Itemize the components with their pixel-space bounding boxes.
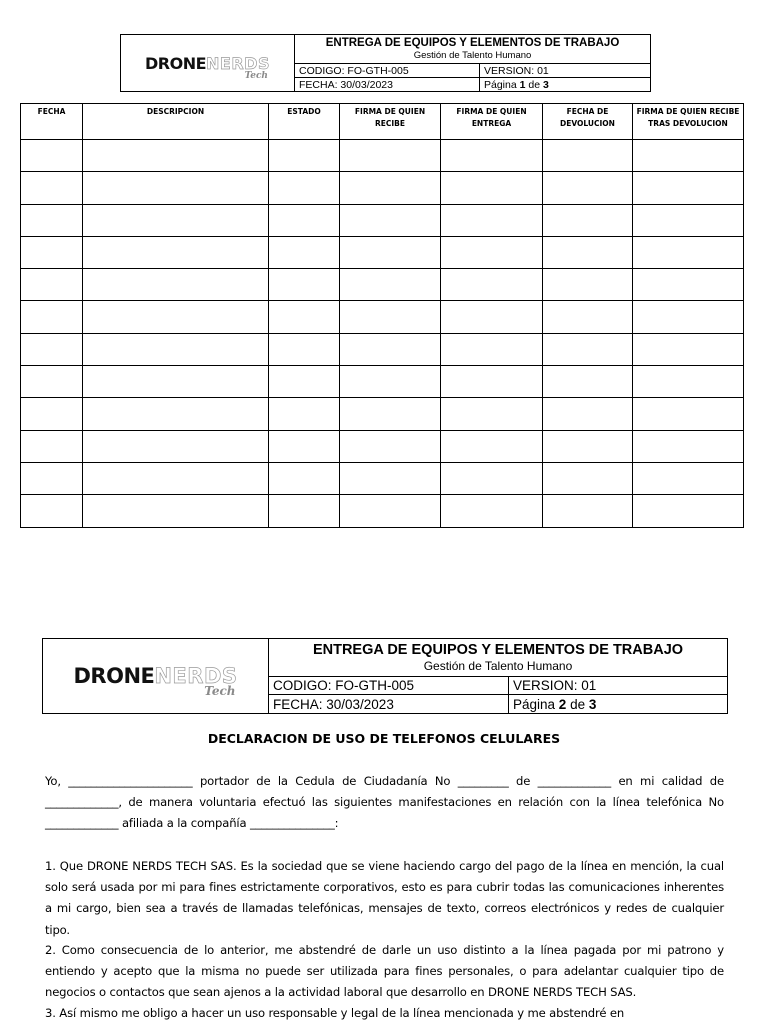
table-cell[interactable] (269, 236, 340, 268)
column-header-fecha: FECHA (21, 104, 83, 140)
table-cell[interactable] (441, 204, 543, 236)
table-cell[interactable] (21, 172, 83, 204)
company-logo-cell (121, 35, 295, 92)
table-cell[interactable] (269, 140, 340, 172)
document-version: VERSION: 01 (480, 64, 651, 78)
page-indicator: Página 1 de 3 (480, 78, 651, 92)
table-cell[interactable] (21, 430, 83, 462)
table-cell[interactable] (543, 366, 633, 398)
declaration-title: DECLARACION DE USO DE TELEFONOS CELULARES (207, 731, 561, 746)
table-cell[interactable] (21, 269, 83, 301)
table-body (21, 140, 744, 528)
company-logo-cell (43, 639, 269, 714)
column-header-estado: ESTADO (269, 104, 340, 140)
document-code: CODIGO: FO-GTH-005 (269, 677, 509, 695)
table-row (21, 366, 744, 398)
table-cell[interactable] (269, 398, 340, 430)
table-cell[interactable] (269, 333, 340, 365)
table-cell[interactable] (83, 301, 269, 333)
table-cell[interactable] (633, 430, 744, 462)
column-header-fecha-devolucion: FECHA DE DEVOLUCION (543, 104, 633, 140)
page-indicator: Página 2 de 3 (509, 695, 728, 714)
table-cell[interactable] (543, 204, 633, 236)
document-version: VERSION: 01 (509, 677, 728, 695)
table-cell[interactable] (340, 269, 441, 301)
table-cell[interactable] (441, 398, 543, 430)
table-cell[interactable] (340, 430, 441, 462)
table-cell[interactable] (83, 269, 269, 301)
table-cell[interactable] (340, 398, 441, 430)
table-cell[interactable] (21, 462, 83, 494)
table-cell[interactable] (340, 495, 441, 527)
table-row (21, 301, 744, 333)
table-cell[interactable] (441, 172, 543, 204)
table-row (21, 462, 744, 494)
table-cell[interactable] (633, 236, 744, 268)
table-cell[interactable] (340, 204, 441, 236)
table-cell[interactable] (21, 301, 83, 333)
declaration-item-1: 1. Que DRONE NERDS TECH SAS. Es la sociedad que se viene haciendo cargo del pago de la línea en mención, la cual solo será usada por mi para fines estrictamente corporativos, esto es para cubrir todas las comunicaciones inherentes a mi cargo, bien sea a través de llamadas telefónicas, mensajes de texto, correos electrónicos y redes de cualquier tipo. (45, 859, 724, 937)
table-cell[interactable] (83, 333, 269, 365)
table-cell[interactable] (83, 495, 269, 527)
table-cell[interactable] (21, 495, 83, 527)
table-cell[interactable] (543, 269, 633, 301)
table-cell[interactable] (340, 172, 441, 204)
equipment-delivery-table (20, 103, 744, 528)
table-cell[interactable] (21, 366, 83, 398)
table-cell[interactable] (269, 301, 340, 333)
table-cell[interactable] (543, 462, 633, 494)
drone-nerds-logo: DRONE NERDS Tech (145, 53, 270, 81)
document-title: ENTREGA DE EQUIPOS Y ELEMENTOS DE TRABAJO Gestión de Talento Humano (295, 35, 651, 64)
table-cell[interactable] (340, 140, 441, 172)
table-header-row (21, 104, 744, 140)
document-date: FECHA: 30/03/2023 (269, 695, 509, 714)
table-cell[interactable] (83, 140, 269, 172)
table-cell[interactable] (340, 462, 441, 494)
table-cell[interactable] (340, 333, 441, 365)
table-cell[interactable] (633, 172, 744, 204)
table-cell[interactable] (269, 366, 340, 398)
table-cell[interactable] (441, 301, 543, 333)
document-subtitle: Gestión de Talento Humano (423, 659, 573, 674)
table-cell[interactable] (269, 269, 340, 301)
table-cell[interactable] (633, 204, 744, 236)
declaration-item-2: 2. Como consecuencia de lo anterior, me abstendré de darle un uso distinto a la línea pagada por mi patrono y entiendo y acepto que la misma no puede ser utilizada para fines personales, o para adelantar cualquier tipo de negocios o contactos que sean ajenos a la actividad laboral que desarrollo en DRONE NERDS TECH SAS. (45, 943, 724, 1000)
table-row (21, 430, 744, 462)
table-cell[interactable] (340, 236, 441, 268)
table-cell[interactable] (441, 269, 543, 301)
table-cell[interactable] (633, 269, 744, 301)
table-cell[interactable] (21, 236, 83, 268)
table-cell[interactable] (633, 495, 744, 527)
table-cell[interactable] (543, 172, 633, 204)
document-subtitle: Gestión de Talento Humano (413, 50, 532, 61)
table-cell[interactable] (633, 366, 744, 398)
table-cell[interactable] (269, 204, 340, 236)
table-row (21, 269, 744, 301)
table-cell[interactable] (269, 495, 340, 527)
table-cell[interactable] (441, 495, 543, 527)
table-cell[interactable] (21, 333, 83, 365)
document-title: ENTREGA DE EQUIPOS Y ELEMENTOS DE TRABAJO Gestión de Talento Humano (269, 639, 728, 677)
table-cell[interactable] (543, 333, 633, 365)
table-cell[interactable] (83, 430, 269, 462)
table-cell[interactable] (543, 430, 633, 462)
document-header-page-2 (42, 638, 728, 714)
column-header-firma-devolucion: FIRMA DE QUIEN RECIBE TRAS DEVOLUCION (633, 104, 744, 140)
document-date: FECHA: 30/03/2023 (295, 78, 480, 92)
table-cell[interactable] (21, 204, 83, 236)
table-cell[interactable] (269, 172, 340, 204)
table-cell[interactable] (543, 236, 633, 268)
table-cell[interactable] (633, 301, 744, 333)
declaration-item-3: 3. Así mismo me obligo a hacer un uso responsable y legal de la línea mencionada y me abstendré en (45, 1006, 625, 1020)
column-header-firma-entrega: FIRMA DE QUIEN ENTREGA (441, 104, 543, 140)
table-cell[interactable] (543, 398, 633, 430)
table-row (21, 495, 744, 527)
table-row (21, 172, 744, 204)
table-cell[interactable] (340, 301, 441, 333)
table-cell[interactable] (21, 398, 83, 430)
table-cell[interactable] (83, 236, 269, 268)
table-cell[interactable] (441, 430, 543, 462)
table-cell[interactable] (21, 140, 83, 172)
document-code: CODIGO: FO-GTH-005 (295, 64, 480, 78)
table-cell[interactable] (441, 140, 543, 172)
drone-nerds-logo: DRONE NERDS Tech (73, 664, 238, 698)
table-cell[interactable] (543, 301, 633, 333)
table-cell[interactable] (83, 172, 269, 204)
declaration-intro-paragraph: Yo, ______________________ portador de la Cedula de Ciudadanía No _________ de _____________ en mi calidad de _____________, de manera voluntaria efectuó las siguientes manifestaciones en relación con la línea telefónica No _____________ afiliada a la compañía _______________: (45, 774, 724, 831)
table-cell[interactable] (441, 366, 543, 398)
table-cell[interactable] (83, 366, 269, 398)
table-cell[interactable] (441, 462, 543, 494)
table-cell[interactable] (269, 462, 340, 494)
column-header-descripcion: DESCRIPCION (83, 104, 269, 140)
table-cell[interactable] (543, 140, 633, 172)
document-header-page-1 (120, 34, 651, 92)
table-cell[interactable] (633, 140, 744, 172)
table-row (21, 236, 744, 268)
table-cell[interactable] (83, 462, 269, 494)
table-cell[interactable] (543, 495, 633, 527)
table-cell[interactable] (633, 398, 744, 430)
table-cell[interactable] (441, 236, 543, 268)
table-cell[interactable] (633, 333, 744, 365)
table-row (21, 204, 744, 236)
table-cell[interactable] (340, 366, 441, 398)
column-header-firma-recibe: FIRMA DE QUIEN RECIBE (340, 104, 441, 140)
table-cell[interactable] (441, 333, 543, 365)
table-cell[interactable] (633, 462, 744, 494)
table-cell[interactable] (269, 430, 340, 462)
table-row (21, 140, 744, 172)
table-row (21, 333, 744, 365)
table-cell[interactable] (83, 204, 269, 236)
table-cell[interactable] (83, 398, 269, 430)
table-row (21, 398, 744, 430)
